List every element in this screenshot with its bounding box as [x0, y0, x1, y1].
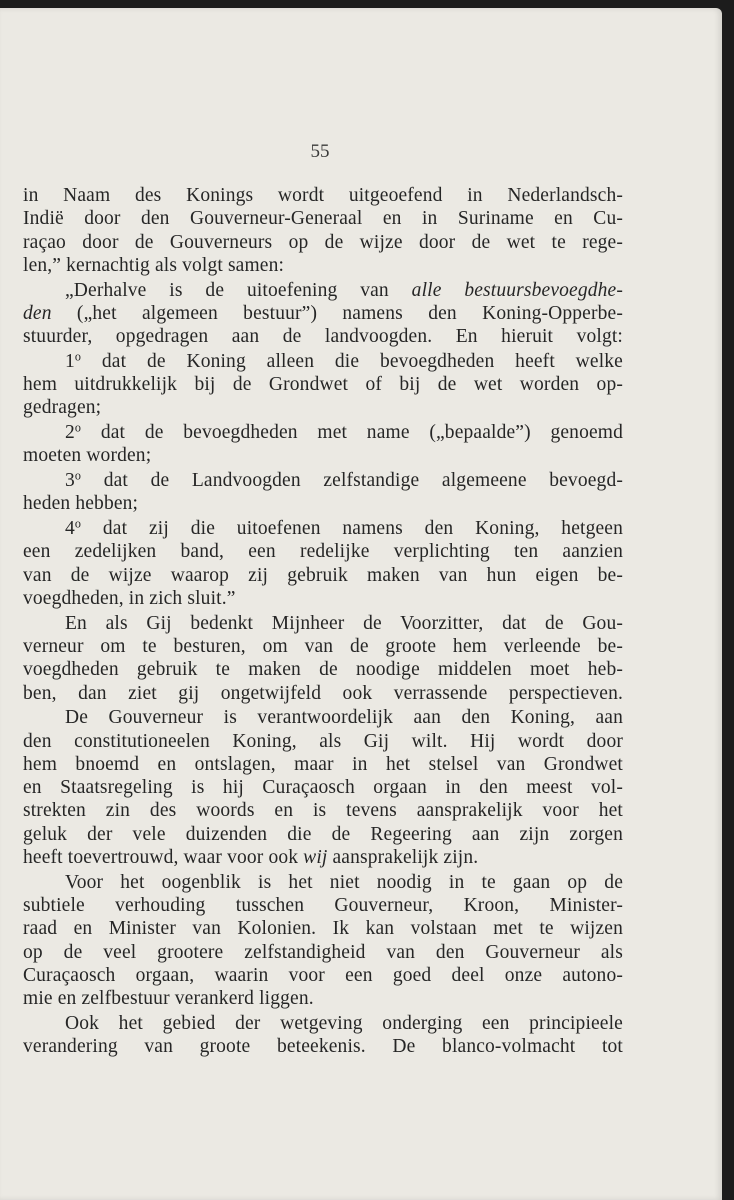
text-line: En als Gij bedenkt Mijnheer de Voorzitter, dat de Gou-	[65, 612, 623, 634]
text-line	[23, 302, 623, 325]
item-number: 3	[65, 470, 75, 492]
text-line: een zedelijken band, een redelijke verplichting ten aanzien	[23, 541, 623, 563]
text-line: heden hebben;	[23, 493, 139, 515]
text-line: verandering van groote beteekenis. De blanco-volmacht tot	[23, 1036, 623, 1058]
text-segment: dat zij die uitoefenen namens den Koning, hetgeen	[81, 518, 623, 540]
text-segment: „Derhalve is de uitoefening van	[65, 279, 412, 301]
text-segment: heeft toevertrouwd, waar voor ook	[23, 847, 304, 869]
text-line: van de wijze waarop zij gebruik maken van hun eigen be-	[23, 564, 623, 586]
italic-text: den	[23, 302, 52, 324]
ordinal-mark: o	[74, 420, 82, 435]
text-line: voegdheden, in zich sluit.”	[23, 588, 236, 609]
paragraph-wetgeving	[23, 1012, 623, 1059]
text-line: gedragen;	[23, 397, 102, 419]
text-line: op de veel grootere zelfstandigheid van den Gouverneur als	[23, 941, 623, 963]
text-line: ben, dan ziet gij ongetwijfeld ook verrassende perspectieven.	[23, 682, 623, 704]
item-number: 2	[65, 422, 75, 444]
text-line: subtiele verhouding tusschen Gouverneur, Kroon, Minister-	[23, 895, 623, 917]
paragraph-gouverneur	[23, 706, 623, 869]
text-line: verneur om te besturen, om van de groote hem verleende be-	[23, 635, 623, 657]
item-number: 1	[65, 350, 75, 372]
ordinal-mark: o	[74, 349, 82, 364]
text-line: hem bnoemd en ontslagen, maar in het stelsel van Grondwet	[23, 753, 623, 775]
text-line: Ook het gebied der wetgeving onderging een principieele	[65, 1012, 623, 1034]
italic-text: alle bestuursbevoegdhe-	[411, 279, 623, 301]
paragraph-voorzitter	[23, 612, 623, 705]
book-page	[0, 8, 722, 1200]
text-line: hem uitdrukkelijk bij de Grondwet of bij de wet worden op-	[23, 374, 623, 396]
paragraph-quote	[23, 279, 623, 349]
text-line	[23, 469, 623, 492]
paragraph-oogenblik	[23, 871, 623, 1011]
text-line: mie en zelfbestuur verankerd liggen.	[23, 988, 314, 1010]
text-line: Indië door den Gouverneur-Generaal en in Suriname en Cu-	[23, 208, 623, 230]
italic-text: wij	[303, 847, 328, 869]
text-line: geluk der vele duizenden die de Regeering aan zijn zorgen	[23, 823, 623, 845]
text-segment: aansprakelijk zijn.	[327, 847, 479, 869]
text-line: stuurder, opgedragen aan de landvoogden. En hieruit volgt:	[23, 326, 623, 348]
paragraph-item-3	[23, 469, 623, 516]
text-line: len,” kernachtig als volgt samen:	[23, 254, 285, 276]
text-line: den constitutioneelen Koning, als Gij wilt. Hij wordt door	[23, 730, 623, 752]
text-line: in Naam des Konings wordt uitgeoefend in Nederlandsch-	[23, 185, 623, 206]
text-segment: dat de bevoegdheden met name („bepaalde”) genoemd	[81, 422, 623, 444]
text-segment: dat de Landvoogden zelfstandige algemeene bevoegd-	[81, 470, 623, 492]
text-line: voegdheden gebruik te maken de noodige middelen moet heb-	[23, 659, 623, 681]
text-line: en Staatsregeling is hij Curaçaosch orgaan in den meest vol-	[23, 777, 623, 799]
text-line	[23, 517, 623, 540]
text-line	[23, 846, 623, 869]
paragraph-item-1	[23, 350, 623, 420]
text-line: Curaçaosch orgaan, waarin voor een goed deel onze autono-	[23, 964, 623, 986]
text-segment: („het algemeen bestuur”) namens den Koning-Opperbe-	[51, 302, 623, 324]
text-line	[23, 350, 623, 373]
paragraph-item-4	[23, 517, 623, 610]
text-line	[23, 279, 623, 302]
text-line: Voor het oogenblik is het niet noodig in te gaan op de	[65, 871, 623, 893]
page-number: 55	[310, 141, 330, 162]
text-line: raçao door de Gouverneurs op de wijze door de wet te rege-	[23, 231, 623, 253]
text-line	[23, 421, 623, 444]
text-line: De Gouverneur is verantwoordelijk aan den Koning, aan	[65, 707, 623, 729]
paragraph-item-2	[23, 421, 623, 468]
paragraph-intro	[23, 184, 623, 277]
text-line: raad en Minister van Kolonien. Ik kan volstaan met te wijzen	[23, 918, 623, 940]
item-number: 4	[65, 518, 75, 540]
text-line: moeten worden;	[23, 445, 152, 467]
text-segment: dat de Koning alleen die bevoegdheden heeft welke	[81, 350, 623, 372]
body-text	[23, 184, 623, 1060]
text-line: strekten zin des woords en is tevens aansprakelijk voor het	[23, 800, 623, 822]
ordinal-mark: o	[74, 516, 82, 531]
ordinal-mark: o	[74, 468, 82, 483]
